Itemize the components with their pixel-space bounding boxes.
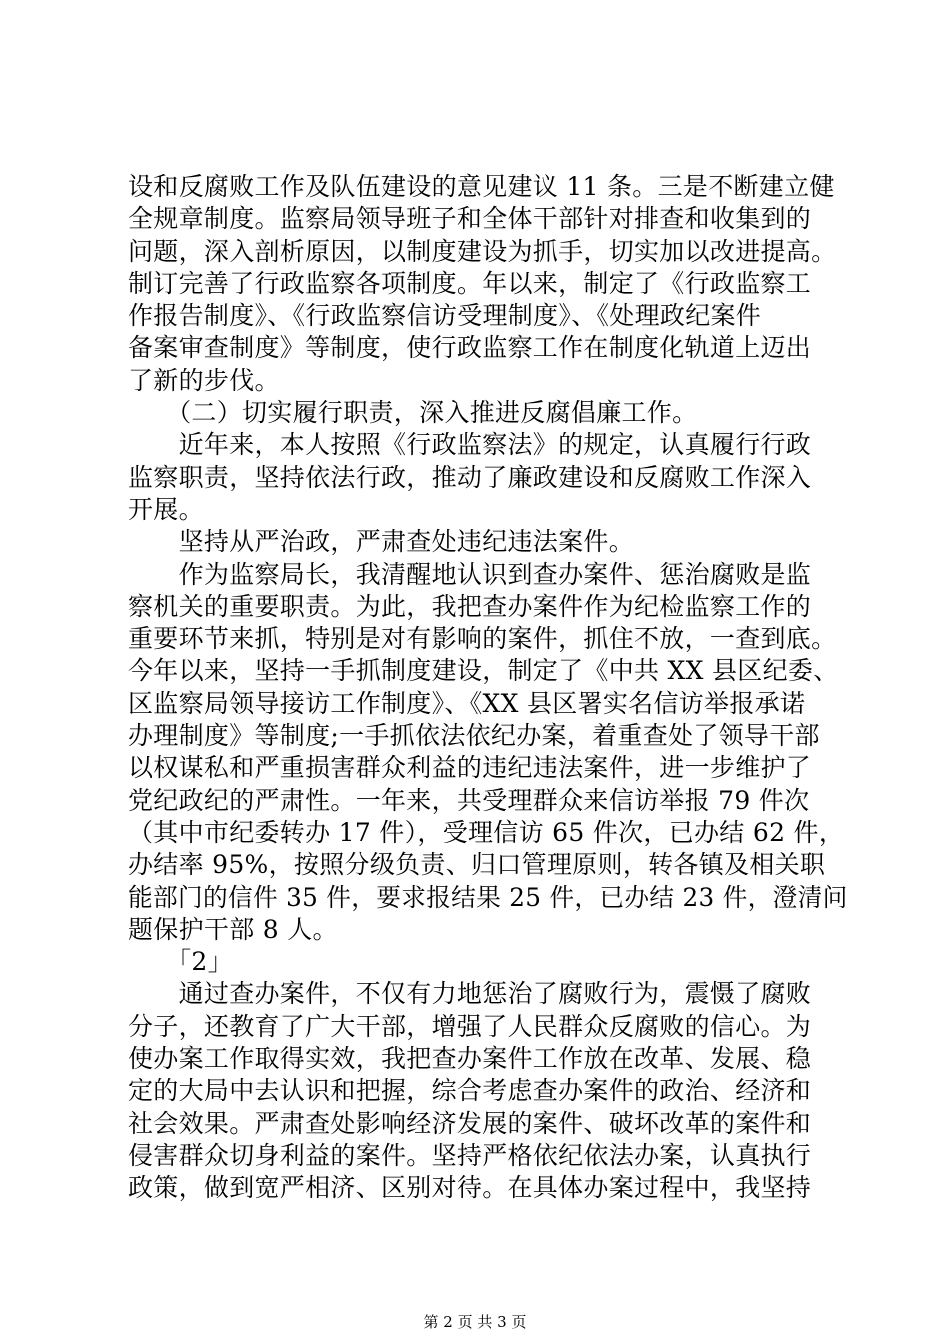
text-line: 察机关的重要职责。为此，我把查办案件作为纪检监察工作的 — [128, 591, 812, 621]
text-line: 备案审查制度》等制度，使行政监察工作在制度化轨道上迈出 — [128, 333, 812, 363]
text-line: 定的大局中去认识和把握，综合考虑查办案件的政治、经济和 — [128, 1076, 812, 1106]
text-line: 作报告制度》、《行政监察信访受理制度》、《处理政纪案件 — [128, 301, 762, 331]
text-line: 办理制度》等制度;一手抓依法依纪办案，着重查处了领导干部 — [128, 721, 820, 751]
text-line: 问题，深入剖析原因，以制度建设为抓手，切实加以改进提高。 — [128, 236, 837, 266]
text-line: 坚持从严治政，严肃查处违纪违法案件。 — [128, 527, 635, 557]
text-line: 今年以来，坚持一手抓制度建设，制定了《中共 XX 县区纪委、 — [128, 656, 839, 686]
text-line: 侵害群众切身利益的案件。坚持严格依纪依法办案，认真执行 — [128, 1140, 812, 1170]
text-line: 能部门的信件 35 件，要求报结果 25 件，已办结 23 件，澄清问 — [128, 882, 848, 912]
text-line: （二）切实履行职责，深入推进反腐倡廉工作。 — [128, 398, 698, 428]
text-line: 使办案工作取得实效，我把查办案件工作放在改革、发展、稳 — [128, 1044, 812, 1074]
text-line: 作为监察局长，我清醒地认识到查办案件、惩治腐败是监 — [128, 559, 812, 589]
text-line: 了新的步伐。 — [128, 365, 280, 395]
text-line: 重要环节来抓，特别是对有影响的案件，抓住不放，一查到底。 — [128, 624, 837, 654]
text-line: 监察职责，坚持依法行政，推动了廉政建设和反腐败工作深入 — [128, 462, 812, 492]
body-text — [128, 171, 848, 1205]
text-line: 开展。 — [128, 494, 204, 524]
text-line: 党纪政纪的严肃性。一年来，共受理群众来信访举报 79 件次 — [128, 785, 810, 815]
text-line: （其中市纪委转办 17 件），受理信访 65 件次，已办结 62 件， — [128, 817, 845, 847]
text-line: 通过查办案件，不仅有力地惩治了腐败行为，震慑了腐败 — [128, 979, 812, 1009]
text-line: 近年来，本人按照《行政监察法》的规定，认真履行行政 — [128, 430, 812, 460]
text-line: 社会效果。严肃查处影响经济发展的案件、破坏改革的案件和 — [128, 1108, 812, 1138]
page-footer: 第 2 页 共 3 页 — [423, 1313, 527, 1331]
text-line: 「2」 — [128, 947, 233, 977]
text-line: 政策，做到宽严相济、区别对待。在具体办案过程中，我坚持 — [128, 1173, 812, 1203]
text-line: 分子，还教育了广大干部，增强了人民群众反腐败的信心。为 — [128, 1011, 812, 1041]
text-line: 题保护干部 8 人。 — [128, 914, 338, 944]
text-line: 以权谋私和严重损害群众利益的违纪违法案件，进一步维护了 — [128, 753, 812, 783]
text-line: 区监察局领导接访工作制度》、《XX 县区署实名信访举报承诺 — [128, 688, 806, 718]
text-line: 制订完善了行政监察各项制度。年以来，制定了《行政监察工 — [128, 268, 812, 298]
text-line: 办结率 95%，按照分级负责、归口管理原则，转各镇及相关职 — [128, 850, 826, 880]
text-line: 全规章制度。监察局领导班子和全体干部针对排查和收集到的 — [128, 204, 812, 234]
text-line: 设和反腐败工作及队伍建设的意见建议 11 条。三是不断建立健 — [128, 172, 835, 201]
